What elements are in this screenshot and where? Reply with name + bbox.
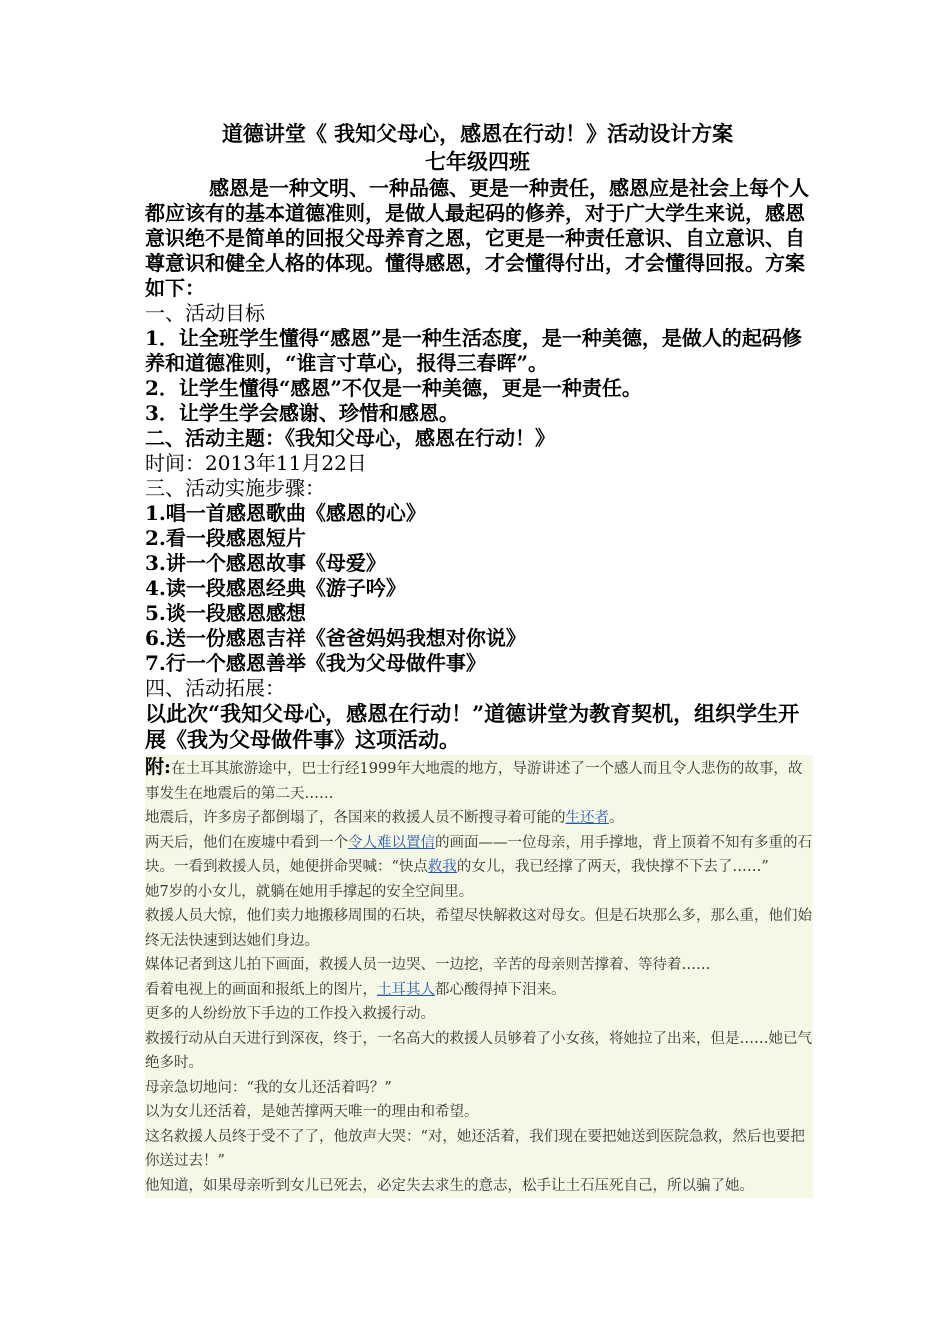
appendix-paragraph: 救援人员大惊，他们卖力地搬移周围的石块，希望尽快解救这对母女。但是石块那么多，那么重，他们始终无法快速到达她们身边。	[145, 908, 812, 949]
goal-item-1: 1．让全班学生懂得“感恩”是一种生活态度，是一种美德，是做人的起码修养和道德准则，“谁言寸草心，报得三春晖”。	[145, 326, 802, 375]
step-item: 3.讲一个感恩故事《母爱》	[145, 551, 386, 575]
extension-text: 以此次“我知父母心，感恩在行动！”道德讲堂为教育契机，组织学生开展《我为父母做件事》这项活动。	[145, 701, 800, 752]
section-extension-heading: 四、活动拓展：	[145, 676, 285, 700]
appendix-paragraph: 她7岁的小女儿，就躺在她用手撑起的安全空间里。	[145, 883, 474, 900]
appendix-paragraph: 媒体记者到这儿拍下画面，救援人员一边哭、一边挖，辛苦的母亲则苦撑着、等待着……	[145, 957, 711, 973]
goal-item-2: 2．让学生懂得“感恩”不仅是一种美德，更是一种责任。	[145, 376, 642, 400]
appendix-paragraph: 他知道，如果母亲听到女儿已死去，必定失去求生的意志，松手让土石压死自己，所以骗了她。	[145, 1177, 754, 1194]
appendix-paragraph: 这名救援人员终于受不了了，他放声大哭：“对，她还活着，我们现在要把她送到医院急救，然后也要把你送过去！”	[145, 1128, 805, 1169]
activity-time: 时间：2013年11月22日	[145, 451, 367, 475]
section-theme-heading: 二、活动主题：《我知父母心，感恩在行动！》	[145, 426, 555, 450]
step-item: 5.谈一段感恩感想	[145, 601, 306, 625]
link-survivors[interactable]: 生还者	[565, 810, 609, 826]
document-title: 道德讲堂《 我知父母心，感恩在行动！》活动设计方案	[221, 121, 734, 146]
appendix-paragraph: 看着电视上的画面和报纸上的图片，土耳其人都心酸得掉下泪来。	[145, 981, 566, 998]
appendix-paragraph: 救援行动从白天进行到深夜，终于，一名高大的救援人员够着了小女孩，将她拉了出来，但是……她已气绝多时。	[145, 1030, 812, 1071]
appendix-paragraph: 两天后，他们在废墟中看到一个令人难以置信的画面——一位母亲，用手撑地，背上顶着不知有多重的石块。一看到救援人员，她便拼命哭喊：“快点救我的女儿，我已经撑了两天，我快撑不下去了……”	[145, 834, 812, 875]
section-goal-heading: 一、活动目标	[145, 301, 265, 325]
link-save-me[interactable]: 救我	[427, 859, 457, 875]
appendix-paragraph: 更多的人纷纷放下手边的工作投入救援行动。	[145, 1006, 435, 1022]
class-name: 七年级四班	[425, 149, 530, 174]
appendix-story	[145, 755, 813, 1198]
section-steps-heading: 三、活动实施步骤：	[145, 476, 325, 500]
intro-paragraph: 感恩是一种文明、一种品德、更是一种责任，感恩应是社会上每个人都应该有的基本道德准则，是做人最起码的修养，对于广大学生来说，感恩意识绝不是简单的回报父母养育之恩，它更是一种责任意识、自立意识、自尊意识和健全人格的体现。懂得感恩，才会懂得付出，才会懂得回报。方案如下：	[145, 176, 809, 300]
appendix-paragraph: 以为女儿还活着，是她苦撑两天唯一的理由和希望。	[145, 1104, 479, 1120]
appendix-paragraph: 母亲急切地问：“我的女儿还活着吗？”	[145, 1079, 392, 1096]
step-item: 7.行一个感恩善举《我为父母做件事》	[145, 651, 486, 675]
step-item: 4.读一段感恩经典《游子吟》	[145, 576, 406, 600]
link-turkish-people[interactable]: 土耳其人	[377, 981, 435, 998]
step-item: 2.看一段感恩短片	[145, 526, 306, 550]
appendix-paragraph: 地震后，许多房子都倒塌了，各国来的救援人员不断搜寻着可能的生还者。	[145, 810, 624, 826]
appendix-label: 附:	[145, 756, 172, 778]
step-item: 1.唱一首感恩歌曲《感恩的心》	[145, 501, 426, 525]
step-item: 6.送一份感恩吉祥《爸爸妈妈我想对你说》	[145, 626, 526, 650]
goal-item-3: 3．让学生学会感谢、珍惜和感恩。	[145, 401, 459, 425]
document-page	[145, 120, 810, 1198]
appendix-paragraph: 附:在土耳其旅游途中，巴士行经1999年大地震的地方，导游讲述了一个感人而且令人悲伤的故事，故事发生在地震后的第二天……	[145, 756, 803, 802]
link-incredible[interactable]: 令人难以置信	[348, 834, 435, 851]
